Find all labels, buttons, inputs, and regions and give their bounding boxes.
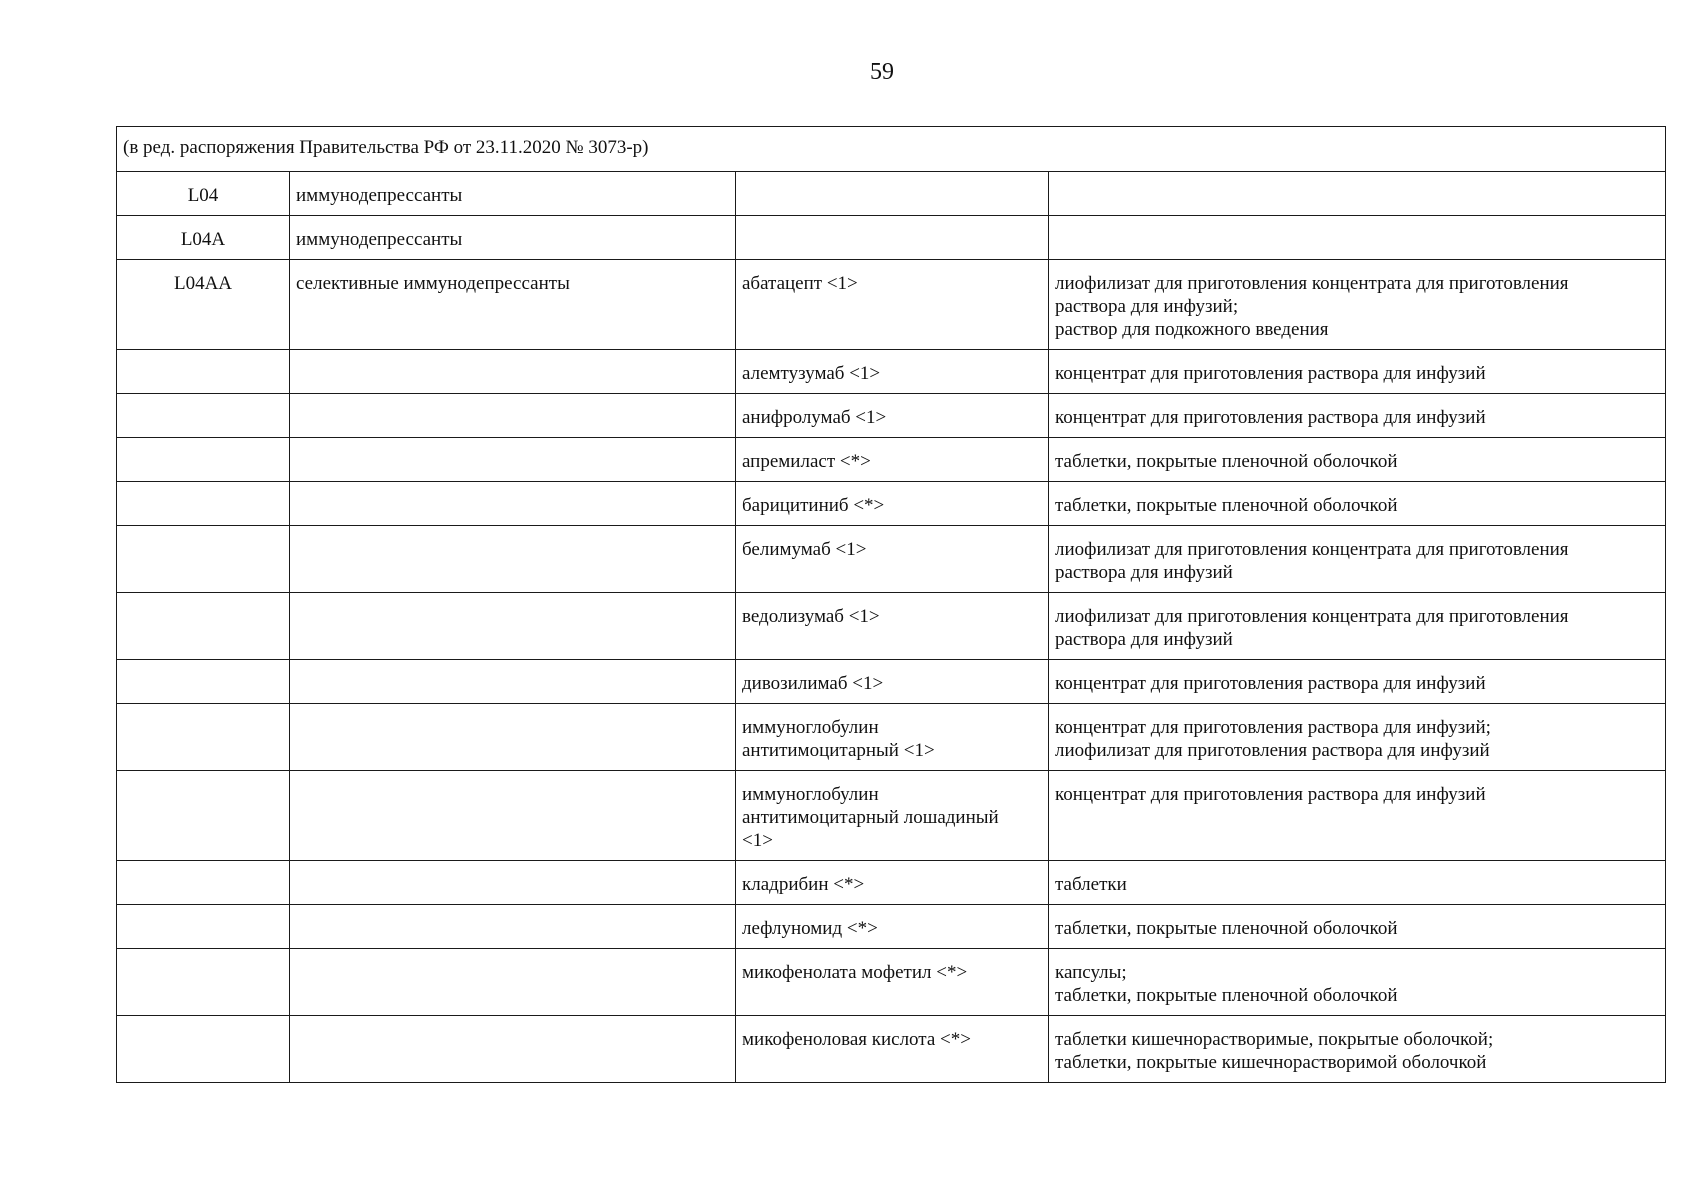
atc-code-cell [117, 949, 290, 1016]
drug-name-line: антитимоцитарный лошадиный [742, 807, 999, 828]
atc-code-cell [117, 861, 290, 905]
dosage-form-line: таблетки, покрытые пленочной оболочкой [1055, 495, 1398, 516]
drug-name-line: иммуноглобулин [742, 717, 879, 738]
atc-code-cell [117, 526, 290, 593]
dosage-form-line: таблетки, покрытые пленочной оболочкой [1055, 918, 1398, 939]
group-name-cell [290, 704, 736, 771]
drug-name-line: антитимоцитарный <1> [742, 740, 935, 761]
dosage-form-cell [1049, 861, 1666, 905]
table-row [117, 905, 1666, 949]
atc-code-cell [117, 905, 290, 949]
atc-code-cell [117, 260, 290, 350]
drug-name-line: <1> [742, 830, 773, 851]
group-name-cell [290, 216, 736, 260]
dosage-form-line: таблетки, покрытые кишечнорастворимой оболочкой [1055, 1052, 1487, 1073]
dosage-form-line: капсулы; [1055, 962, 1127, 983]
table-row [117, 172, 1666, 216]
drug-name-cell [736, 660, 1049, 704]
group-name-text: селективные иммунодепрессанты [296, 273, 570, 294]
dosage-form-line: концентрат для приготовления раствора для инфузий [1055, 784, 1486, 805]
drug-name-cell [736, 905, 1049, 949]
dosage-form-line: таблетки, покрытые пленочной оболочкой [1055, 451, 1398, 472]
dosage-form-cell [1049, 216, 1666, 260]
dosage-form-cell [1049, 526, 1666, 593]
drug-name-line: кладрибин <*> [742, 874, 865, 895]
table-row [117, 438, 1666, 482]
group-name-cell [290, 172, 736, 216]
dosage-form-cell [1049, 350, 1666, 394]
atc-code-cell [117, 704, 290, 771]
table-row [117, 660, 1666, 704]
group-name-text: иммунодепрессанты [296, 185, 463, 206]
table-row [117, 482, 1666, 526]
dosage-form-cell [1049, 905, 1666, 949]
dosage-form-cell [1049, 949, 1666, 1016]
drug-name-line: абатацепт <1> [742, 273, 858, 294]
table-row [117, 949, 1666, 1016]
atc-code-text: L04AA [173, 273, 233, 294]
dosage-form-cell [1049, 704, 1666, 771]
drug-name-cell [736, 172, 1049, 216]
group-name-cell [290, 350, 736, 394]
atc-code-cell [117, 660, 290, 704]
drug-name-line: микофенолата мофетил <*> [742, 962, 968, 983]
dosage-form-cell [1049, 482, 1666, 526]
atc-code-cell [117, 216, 290, 260]
page-number: 59 [870, 59, 894, 85]
drug-name-line: анифролумаб <1> [742, 407, 887, 428]
dosage-form-line: концентрат для приготовления раствора для инфузий [1055, 673, 1486, 694]
drug-name-cell [736, 394, 1049, 438]
group-name-cell [290, 593, 736, 660]
drug-name-line: иммуноглобулин [742, 784, 879, 805]
table-row [117, 861, 1666, 905]
dosage-form-line: лиофилизат для приготовления концентрата для приготовления [1055, 606, 1569, 627]
drug-name-cell [736, 260, 1049, 350]
atc-code-cell [117, 771, 290, 861]
table-row [117, 1016, 1666, 1083]
drug-name-line: дивозилимаб <1> [742, 673, 884, 694]
table-row [117, 216, 1666, 260]
dosage-form-cell [1049, 1016, 1666, 1083]
group-name-cell [290, 771, 736, 861]
drug-name-cell [736, 1016, 1049, 1083]
dosage-form-line: концентрат для приготовления раствора для инфузий; [1055, 717, 1491, 738]
dosage-form-line: лиофилизат для приготовления раствора для инфузий [1055, 740, 1490, 761]
drug-name-line: микофеноловая кислота <*> [742, 1029, 971, 1050]
dosage-form-cell [1049, 593, 1666, 660]
group-name-cell [290, 1016, 736, 1083]
group-name-cell [290, 438, 736, 482]
dosage-form-cell [1049, 260, 1666, 350]
drug-name-cell [736, 861, 1049, 905]
group-name-cell [290, 861, 736, 905]
dosage-form-line: таблетки [1055, 874, 1127, 895]
group-name-cell [290, 905, 736, 949]
group-name-cell [290, 394, 736, 438]
group-name-cell [290, 949, 736, 1016]
dosage-form-line: раствора для инфузий [1055, 629, 1233, 650]
atc-code-cell [117, 1016, 290, 1083]
group-name-text: иммунодепрессанты [296, 229, 463, 250]
drug-name-line: лефлуномид <*> [742, 918, 878, 939]
atc-code-cell [117, 172, 290, 216]
drug-name-cell [736, 438, 1049, 482]
drug-name-cell [736, 350, 1049, 394]
dosage-form-line: концентрат для приготовления раствора для инфузий [1055, 407, 1486, 428]
drug-name-line: апремиласт <*> [742, 451, 871, 472]
dosage-form-line: лиофилизат для приготовления концентрата для приготовления [1055, 539, 1569, 560]
atc-code-cell [117, 394, 290, 438]
group-name-cell [290, 660, 736, 704]
drug-name-cell [736, 216, 1049, 260]
atc-code-text: L04 [187, 185, 219, 206]
dosage-form-line: концентрат для приготовления раствора для инфузий [1055, 363, 1486, 384]
table-row [117, 526, 1666, 593]
dosage-form-cell [1049, 660, 1666, 704]
dosage-form-line: таблетки кишечнорастворимые, покрытые оболочкой; [1055, 1029, 1494, 1050]
atc-code-cell [117, 438, 290, 482]
drug-name-line: ведолизумаб <1> [742, 606, 880, 627]
table-row [117, 350, 1666, 394]
dosage-form-cell [1049, 394, 1666, 438]
dosage-form-line: лиофилизат для приготовления концентрата для приготовления [1055, 273, 1569, 294]
table-row [117, 260, 1666, 350]
atc-code-cell [117, 593, 290, 660]
drug-name-line: белимумаб <1> [742, 539, 867, 560]
dosage-form-cell [1049, 771, 1666, 861]
group-name-cell [290, 526, 736, 593]
atc-code-text: L04A [180, 229, 226, 250]
drug-name-cell [736, 949, 1049, 1016]
table-row [117, 593, 1666, 660]
drug-name-cell [736, 593, 1049, 660]
atc-code-cell [117, 350, 290, 394]
dosage-form-line: раствор для подкожного введения [1055, 319, 1329, 340]
amendment-note-row [117, 127, 1666, 172]
dosage-form-cell [1049, 172, 1666, 216]
atc-code-cell [117, 482, 290, 526]
drug-name-line: барицитиниб <*> [742, 495, 885, 516]
drug-name-line: алемтузумаб <1> [742, 363, 881, 384]
amendment-note: (в ред. распоряжения Правительства РФ от 23.11.2020 № 3073-р) [117, 127, 1666, 172]
dosage-form-line: раствора для инфузий; [1055, 296, 1239, 317]
drug-name-cell [736, 704, 1049, 771]
drug-name-cell [736, 526, 1049, 593]
dosage-form-line: раствора для инфузий [1055, 562, 1233, 583]
table-row [117, 771, 1666, 861]
group-name-cell [290, 482, 736, 526]
drug-name-cell [736, 771, 1049, 861]
dosage-form-cell [1049, 438, 1666, 482]
drug-name-cell [736, 482, 1049, 526]
table-row [117, 394, 1666, 438]
drug-table [116, 126, 1666, 1083]
group-name-cell [290, 260, 736, 350]
table-row [117, 704, 1666, 771]
dosage-form-line: таблетки, покрытые пленочной оболочкой [1055, 985, 1398, 1006]
